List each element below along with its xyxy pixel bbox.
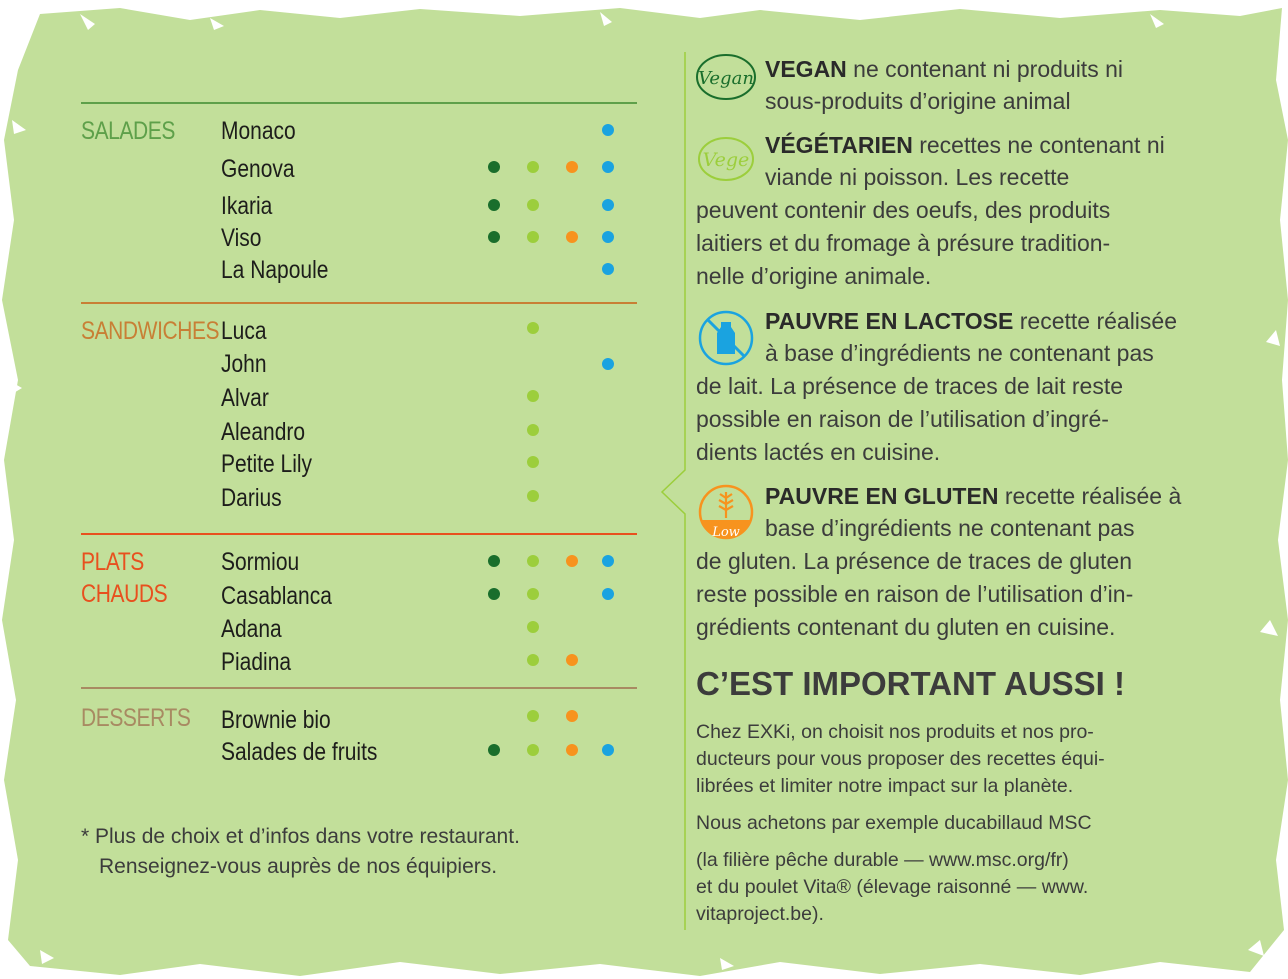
section-title-sandwiches: SANDWICHES	[81, 317, 220, 345]
diet-dot-light-green	[527, 744, 539, 756]
legend-gluten-line5: grédients contenant du gluten en cuisine.	[696, 614, 1116, 640]
legend-vegan-line2: sous-produits d’origine animal	[765, 88, 1071, 114]
legend-vege-line1: VÉGÉTARIEN recettes ne contenant ni	[765, 132, 1165, 158]
menu-item: Monaco	[221, 117, 296, 145]
low-icon-label: Low	[712, 525, 740, 540]
menu-item: Luca	[221, 317, 267, 345]
diet-dot-blue	[602, 263, 614, 275]
important-text-line: Nous achetons par exemple ducabillaud MSC	[696, 812, 1092, 834]
legend-lactose-line3: de lait. La présence de traces de lait reste	[696, 373, 1124, 399]
menu-item: Aleandro	[221, 418, 306, 446]
footnote-line: * Plus de choix et d’infos dans votre restaurant.	[81, 825, 520, 848]
section-title-plats: PLATS	[81, 548, 144, 576]
diet-dot-light-green	[527, 621, 539, 633]
legend-gluten-line4: reste possible en raison de l’utilisation d’in-	[696, 581, 1134, 607]
section-title-chauds: CHAUDS	[81, 580, 168, 608]
section-divider	[81, 533, 637, 535]
diet-dot-light-green	[527, 161, 539, 173]
diet-dot-light-green	[527, 588, 539, 600]
legend-vege-line2: viande ni poisson. Les recette	[765, 164, 1070, 190]
diet-dot-orange	[566, 231, 578, 243]
section-title-salades: SALADES	[81, 117, 175, 145]
diet-dot-dark-green	[488, 161, 500, 173]
legend-vegan-line1: VEGAN ne contenant ni produits ni	[765, 56, 1123, 82]
diet-dot-orange	[566, 161, 578, 173]
menu-item: John	[221, 350, 267, 378]
diet-dot-dark-green	[488, 231, 500, 243]
legend-gluten-line3: de gluten. La présence de traces de gluten	[696, 548, 1133, 574]
important-text-line: (la filière pêche durable — www.msc.org/fr)	[696, 849, 1069, 871]
diet-dot-dark-green	[488, 555, 500, 567]
legend-vege-line4: laitiers et du fromage à présure tradition-	[696, 230, 1111, 256]
diet-dot-blue	[602, 231, 614, 243]
legend-lactose-line1: PAUVRE EN LACTOSE recette réalisée	[765, 308, 1177, 334]
diet-dot-light-green	[527, 390, 539, 402]
vege-icon	[694, 134, 758, 184]
section-divider	[81, 102, 637, 104]
diet-dot-blue	[602, 124, 614, 136]
menu-item: La Napoule	[221, 256, 329, 284]
diet-dot-light-green	[527, 322, 539, 334]
menu-item: Viso	[221, 224, 262, 252]
vegan-icon-label: Vegan	[698, 68, 754, 89]
diet-dot-light-green	[527, 555, 539, 567]
diet-dot-orange	[566, 710, 578, 722]
section-divider	[81, 687, 637, 689]
legend-gluten-line2: base d’ingrédients ne contenant pas	[765, 515, 1135, 541]
diet-dot-blue	[602, 555, 614, 567]
important-text-line: librées et limiter notre impact sur la planète.	[696, 775, 1074, 797]
vegan-icon	[693, 52, 759, 102]
important-text-line: Chez EXKi, on choisit nos produits et nos pro-	[696, 721, 1094, 743]
diet-dot-light-green	[527, 456, 539, 468]
diet-dot-blue	[602, 199, 614, 211]
legend-lactose-line4: possible en raison de l’utilisation d’ingré-	[696, 406, 1109, 432]
menu-item: Alvar	[221, 384, 269, 412]
legend-lactose-line2: à base d’ingrédients ne contenant pas	[765, 340, 1154, 366]
important-text-line: et du poulet Vita® (élevage raisonné — www.	[696, 876, 1089, 898]
diet-dot-light-green	[527, 231, 539, 243]
menu-item: Ikaria	[221, 192, 273, 220]
diet-dot-dark-green	[488, 744, 500, 756]
menu-item: Petite Lily	[221, 450, 313, 478]
legend-vege-line3: peuvent contenir des oeufs, des produits	[696, 197, 1111, 223]
menu-item: Sormiou	[221, 548, 300, 576]
diet-dot-light-green	[527, 490, 539, 502]
diet-dot-blue	[602, 161, 614, 173]
diet-dot-orange	[566, 555, 578, 567]
section-divider	[81, 302, 637, 304]
diet-dot-light-green	[527, 654, 539, 666]
low-gluten-icon	[696, 482, 756, 542]
vege-icon-label: Vege	[702, 149, 750, 171]
diet-dot-orange	[566, 654, 578, 666]
menu-item: Adana	[221, 615, 282, 643]
menu-item: Brownie bio	[221, 706, 331, 734]
legend-gluten-line1: PAUVRE EN GLUTEN recette réalisée à	[765, 483, 1182, 509]
section-title-desserts: DESSERTS	[81, 704, 191, 732]
diet-dot-blue	[602, 588, 614, 600]
diet-dot-blue	[602, 358, 614, 370]
legend-lactose-line5: dients lactés en cuisine.	[696, 439, 941, 465]
menu-item: Salades de fruits	[221, 738, 378, 766]
diet-dot-dark-green	[488, 199, 500, 211]
diet-dot-orange	[566, 744, 578, 756]
important-text-line: vitaproject.be).	[696, 903, 824, 925]
important-text-line: ducteurs pour vous proposer des recettes équi-	[696, 748, 1105, 770]
menu-item: Piadina	[221, 648, 292, 676]
menu-item: Genova	[221, 155, 295, 183]
menu-item: Casablanca	[221, 582, 332, 610]
menu-item: Darius	[221, 484, 282, 512]
diet-dot-light-green	[527, 199, 539, 211]
legend-vege-line5: nelle d’origine animale.	[696, 263, 932, 289]
footnote-line: Renseignez-vous auprès de nos équipiers.	[99, 855, 498, 878]
important-heading: C’EST IMPORTANT AUSSI !	[696, 665, 1125, 702]
diet-dot-light-green	[527, 710, 539, 722]
diet-dot-dark-green	[488, 588, 500, 600]
no-milk-icon	[696, 308, 756, 368]
diet-dot-blue	[602, 744, 614, 756]
diet-dot-light-green	[527, 424, 539, 436]
